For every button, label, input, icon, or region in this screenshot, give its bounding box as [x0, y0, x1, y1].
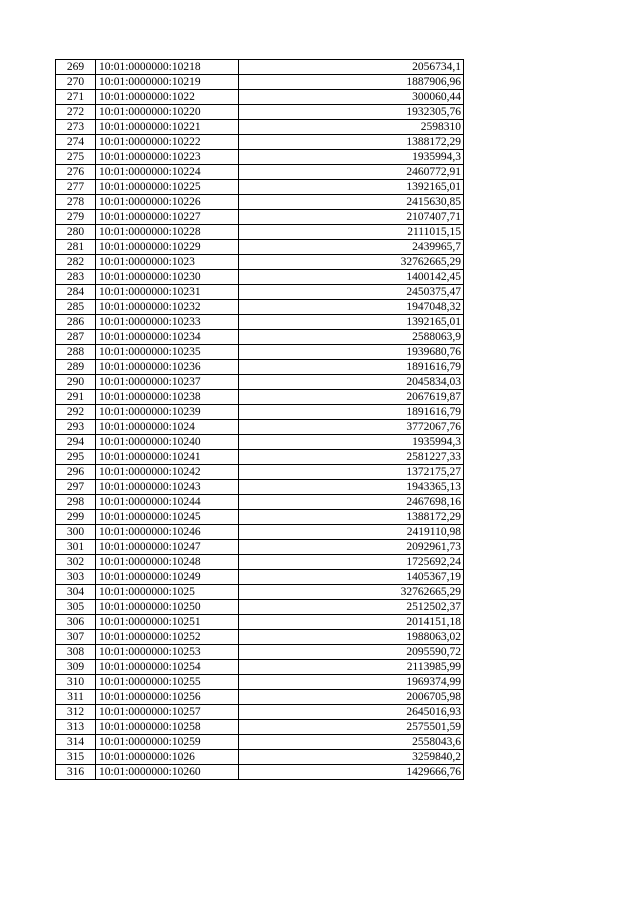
table-row — [56, 450, 464, 465]
table-row — [56, 735, 464, 750]
cadastral-number-cell: 10:01:0000000:10231 — [96, 285, 239, 300]
value-cell: 1887906,96 — [239, 75, 464, 90]
row-number-cell: 295 — [56, 450, 96, 465]
table-row — [56, 750, 464, 765]
cadastral-value-table — [55, 59, 464, 780]
table-body — [56, 60, 464, 780]
cadastral-number-cell: 10:01:0000000:10247 — [96, 540, 239, 555]
table-row — [56, 375, 464, 390]
table-row — [56, 180, 464, 195]
table-row — [56, 120, 464, 135]
table-row — [56, 105, 464, 120]
row-number-cell: 291 — [56, 390, 96, 405]
cadastral-number-cell: 10:01:0000000:10219 — [96, 75, 239, 90]
cadastral-number-cell: 10:01:0000000:10236 — [96, 360, 239, 375]
cadastral-number-cell: 10:01:0000000:10246 — [96, 525, 239, 540]
table-row — [56, 510, 464, 525]
value-cell: 1891616,79 — [239, 405, 464, 420]
row-number-cell: 316 — [56, 765, 96, 780]
row-number-cell: 300 — [56, 525, 96, 540]
cadastral-number-cell: 10:01:0000000:10243 — [96, 480, 239, 495]
value-cell: 2512502,37 — [239, 600, 464, 615]
row-number-cell: 284 — [56, 285, 96, 300]
row-number-cell: 304 — [56, 585, 96, 600]
value-cell: 1429666,76 — [239, 765, 464, 780]
cadastral-number-cell: 10:01:0000000:10244 — [96, 495, 239, 510]
row-number-cell: 269 — [56, 60, 96, 75]
table-row — [56, 270, 464, 285]
cadastral-number-cell: 10:01:0000000:10225 — [96, 180, 239, 195]
row-number-cell: 297 — [56, 480, 96, 495]
cadastral-number-cell: 10:01:0000000:10230 — [96, 270, 239, 285]
cadastral-number-cell: 10:01:0000000:10256 — [96, 690, 239, 705]
table-row — [56, 345, 464, 360]
value-cell: 2581227,33 — [239, 450, 464, 465]
cadastral-number-cell: 10:01:0000000:1023 — [96, 255, 239, 270]
table-row — [56, 720, 464, 735]
table-row — [56, 420, 464, 435]
cadastral-number-cell: 10:01:0000000:10227 — [96, 210, 239, 225]
value-cell: 2558043,6 — [239, 735, 464, 750]
cadastral-number-cell: 10:01:0000000:10253 — [96, 645, 239, 660]
value-cell: 1969374,99 — [239, 675, 464, 690]
value-cell: 1405367,19 — [239, 570, 464, 585]
value-cell: 2419110,98 — [239, 525, 464, 540]
cadastral-number-cell: 10:01:0000000:10254 — [96, 660, 239, 675]
row-number-cell: 272 — [56, 105, 96, 120]
table-row — [56, 600, 464, 615]
cadastral-number-cell: 10:01:0000000:10245 — [96, 510, 239, 525]
table-row — [56, 705, 464, 720]
table-row — [56, 165, 464, 180]
table-row — [56, 495, 464, 510]
row-number-cell: 274 — [56, 135, 96, 150]
value-cell: 2107407,71 — [239, 210, 464, 225]
cadastral-number-cell: 10:01:0000000:10220 — [96, 105, 239, 120]
value-cell: 1939680,76 — [239, 345, 464, 360]
value-cell: 2467698,16 — [239, 495, 464, 510]
row-number-cell: 301 — [56, 540, 96, 555]
cadastral-number-cell: 10:01:0000000:10258 — [96, 720, 239, 735]
row-number-cell: 314 — [56, 735, 96, 750]
value-cell: 1392165,01 — [239, 315, 464, 330]
value-cell: 1935994,3 — [239, 150, 464, 165]
cadastral-number-cell: 10:01:0000000:10239 — [96, 405, 239, 420]
value-cell: 2575501,59 — [239, 720, 464, 735]
table-row — [56, 315, 464, 330]
row-number-cell: 298 — [56, 495, 96, 510]
row-number-cell: 282 — [56, 255, 96, 270]
row-number-cell: 270 — [56, 75, 96, 90]
row-number-cell: 271 — [56, 90, 96, 105]
cadastral-number-cell: 10:01:0000000:1024 — [96, 420, 239, 435]
cadastral-number-cell: 10:01:0000000:10238 — [96, 390, 239, 405]
value-cell: 1947048,32 — [239, 300, 464, 315]
table-row — [56, 195, 464, 210]
value-cell: 2645016,93 — [239, 705, 464, 720]
value-cell: 1891616,79 — [239, 360, 464, 375]
value-cell: 1400142,45 — [239, 270, 464, 285]
row-number-cell: 273 — [56, 120, 96, 135]
value-cell: 2460772,91 — [239, 165, 464, 180]
cadastral-number-cell: 10:01:0000000:10229 — [96, 240, 239, 255]
value-cell: 32762665,29 — [239, 585, 464, 600]
cadastral-number-cell: 10:01:0000000:1026 — [96, 750, 239, 765]
row-number-cell: 275 — [56, 150, 96, 165]
value-cell: 1932305,76 — [239, 105, 464, 120]
value-cell: 2095590,72 — [239, 645, 464, 660]
value-cell: 1392165,01 — [239, 180, 464, 195]
value-cell: 1935994,3 — [239, 435, 464, 450]
cadastral-number-cell: 10:01:0000000:1025 — [96, 585, 239, 600]
value-cell: 1388172,29 — [239, 510, 464, 525]
table-row — [56, 630, 464, 645]
value-cell: 3772067,76 — [239, 420, 464, 435]
value-cell: 32762665,29 — [239, 255, 464, 270]
table-row — [56, 690, 464, 705]
cadastral-number-cell: 10:01:0000000:10221 — [96, 120, 239, 135]
table-row — [56, 285, 464, 300]
row-number-cell: 279 — [56, 210, 96, 225]
table-row — [56, 675, 464, 690]
table-row — [56, 540, 464, 555]
table-row — [56, 765, 464, 780]
row-number-cell: 313 — [56, 720, 96, 735]
row-number-cell: 292 — [56, 405, 96, 420]
cadastral-number-cell: 10:01:0000000:10234 — [96, 330, 239, 345]
cadastral-number-cell: 10:01:0000000:10232 — [96, 300, 239, 315]
table-row — [56, 255, 464, 270]
value-cell: 1725692,24 — [239, 555, 464, 570]
cadastral-number-cell: 10:01:0000000:10241 — [96, 450, 239, 465]
row-number-cell: 289 — [56, 360, 96, 375]
row-number-cell: 307 — [56, 630, 96, 645]
table-row — [56, 480, 464, 495]
cadastral-number-cell: 10:01:0000000:10222 — [96, 135, 239, 150]
cadastral-number-cell: 10:01:0000000:10223 — [96, 150, 239, 165]
cadastral-number-cell: 10:01:0000000:10237 — [96, 375, 239, 390]
table-row — [56, 645, 464, 660]
table-row — [56, 390, 464, 405]
value-cell: 1943365,13 — [239, 480, 464, 495]
value-cell: 1988063,02 — [239, 630, 464, 645]
table-row — [56, 75, 464, 90]
cadastral-number-cell: 10:01:0000000:10218 — [96, 60, 239, 75]
row-number-cell: 306 — [56, 615, 96, 630]
cadastral-number-cell: 10:01:0000000:10240 — [96, 435, 239, 450]
cadastral-number-cell: 10:01:0000000:10226 — [96, 195, 239, 210]
table-row — [56, 555, 464, 570]
table-row — [56, 240, 464, 255]
cadastral-number-cell: 10:01:0000000:10250 — [96, 600, 239, 615]
table-row — [56, 525, 464, 540]
cadastral-number-cell: 10:01:0000000:10242 — [96, 465, 239, 480]
table-row — [56, 150, 464, 165]
row-number-cell: 311 — [56, 690, 96, 705]
row-number-cell: 281 — [56, 240, 96, 255]
cadastral-number-cell: 10:01:0000000:10248 — [96, 555, 239, 570]
cadastral-number-cell: 10:01:0000000:1022 — [96, 90, 239, 105]
value-cell: 2067619,87 — [239, 390, 464, 405]
table-row — [56, 330, 464, 345]
row-number-cell: 280 — [56, 225, 96, 240]
row-number-cell: 290 — [56, 375, 96, 390]
cadastral-number-cell: 10:01:0000000:10249 — [96, 570, 239, 585]
row-number-cell: 315 — [56, 750, 96, 765]
row-number-cell: 278 — [56, 195, 96, 210]
table-row — [56, 465, 464, 480]
row-number-cell: 296 — [56, 465, 96, 480]
table-row — [56, 405, 464, 420]
value-cell: 3259840,2 — [239, 750, 464, 765]
row-number-cell: 299 — [56, 510, 96, 525]
row-number-cell: 310 — [56, 675, 96, 690]
cadastral-number-cell: 10:01:0000000:10259 — [96, 735, 239, 750]
row-number-cell: 308 — [56, 645, 96, 660]
value-cell: 2450375,47 — [239, 285, 464, 300]
row-number-cell: 302 — [56, 555, 96, 570]
table-row — [56, 660, 464, 675]
value-cell: 2092961,73 — [239, 540, 464, 555]
value-cell: 2439965,7 — [239, 240, 464, 255]
row-number-cell: 286 — [56, 315, 96, 330]
row-number-cell: 276 — [56, 165, 96, 180]
cadastral-number-cell: 10:01:0000000:10233 — [96, 315, 239, 330]
table-row — [56, 435, 464, 450]
table-row — [56, 210, 464, 225]
table-row — [56, 300, 464, 315]
cadastral-number-cell: 10:01:0000000:10257 — [96, 705, 239, 720]
table-row — [56, 225, 464, 240]
table-row — [56, 615, 464, 630]
table-row — [56, 135, 464, 150]
cadastral-number-cell: 10:01:0000000:10252 — [96, 630, 239, 645]
table-row — [56, 90, 464, 105]
value-cell: 2415630,85 — [239, 195, 464, 210]
value-cell: 2113985,99 — [239, 660, 464, 675]
value-cell: 2588063,9 — [239, 330, 464, 345]
row-number-cell: 305 — [56, 600, 96, 615]
cadastral-number-cell: 10:01:0000000:10260 — [96, 765, 239, 780]
value-cell: 2006705,98 — [239, 690, 464, 705]
row-number-cell: 287 — [56, 330, 96, 345]
table-row — [56, 60, 464, 75]
cadastral-number-cell: 10:01:0000000:10235 — [96, 345, 239, 360]
row-number-cell: 293 — [56, 420, 96, 435]
value-cell: 1372175,27 — [239, 465, 464, 480]
table-row — [56, 360, 464, 375]
row-number-cell: 277 — [56, 180, 96, 195]
row-number-cell: 283 — [56, 270, 96, 285]
table-row — [56, 585, 464, 600]
cadastral-number-cell: 10:01:0000000:10224 — [96, 165, 239, 180]
value-cell: 2056734,1 — [239, 60, 464, 75]
row-number-cell: 309 — [56, 660, 96, 675]
row-number-cell: 288 — [56, 345, 96, 360]
table-row — [56, 570, 464, 585]
value-cell: 2045834,03 — [239, 375, 464, 390]
value-cell: 300060,44 — [239, 90, 464, 105]
cadastral-number-cell: 10:01:0000000:10255 — [96, 675, 239, 690]
value-cell: 1388172,29 — [239, 135, 464, 150]
value-cell: 2014151,18 — [239, 615, 464, 630]
cadastral-number-cell: 10:01:0000000:10251 — [96, 615, 239, 630]
value-cell: 2598310 — [239, 120, 464, 135]
row-number-cell: 312 — [56, 705, 96, 720]
cadastral-number-cell: 10:01:0000000:10228 — [96, 225, 239, 240]
row-number-cell: 303 — [56, 570, 96, 585]
value-cell: 2111015,15 — [239, 225, 464, 240]
row-number-cell: 285 — [56, 300, 96, 315]
row-number-cell: 294 — [56, 435, 96, 450]
